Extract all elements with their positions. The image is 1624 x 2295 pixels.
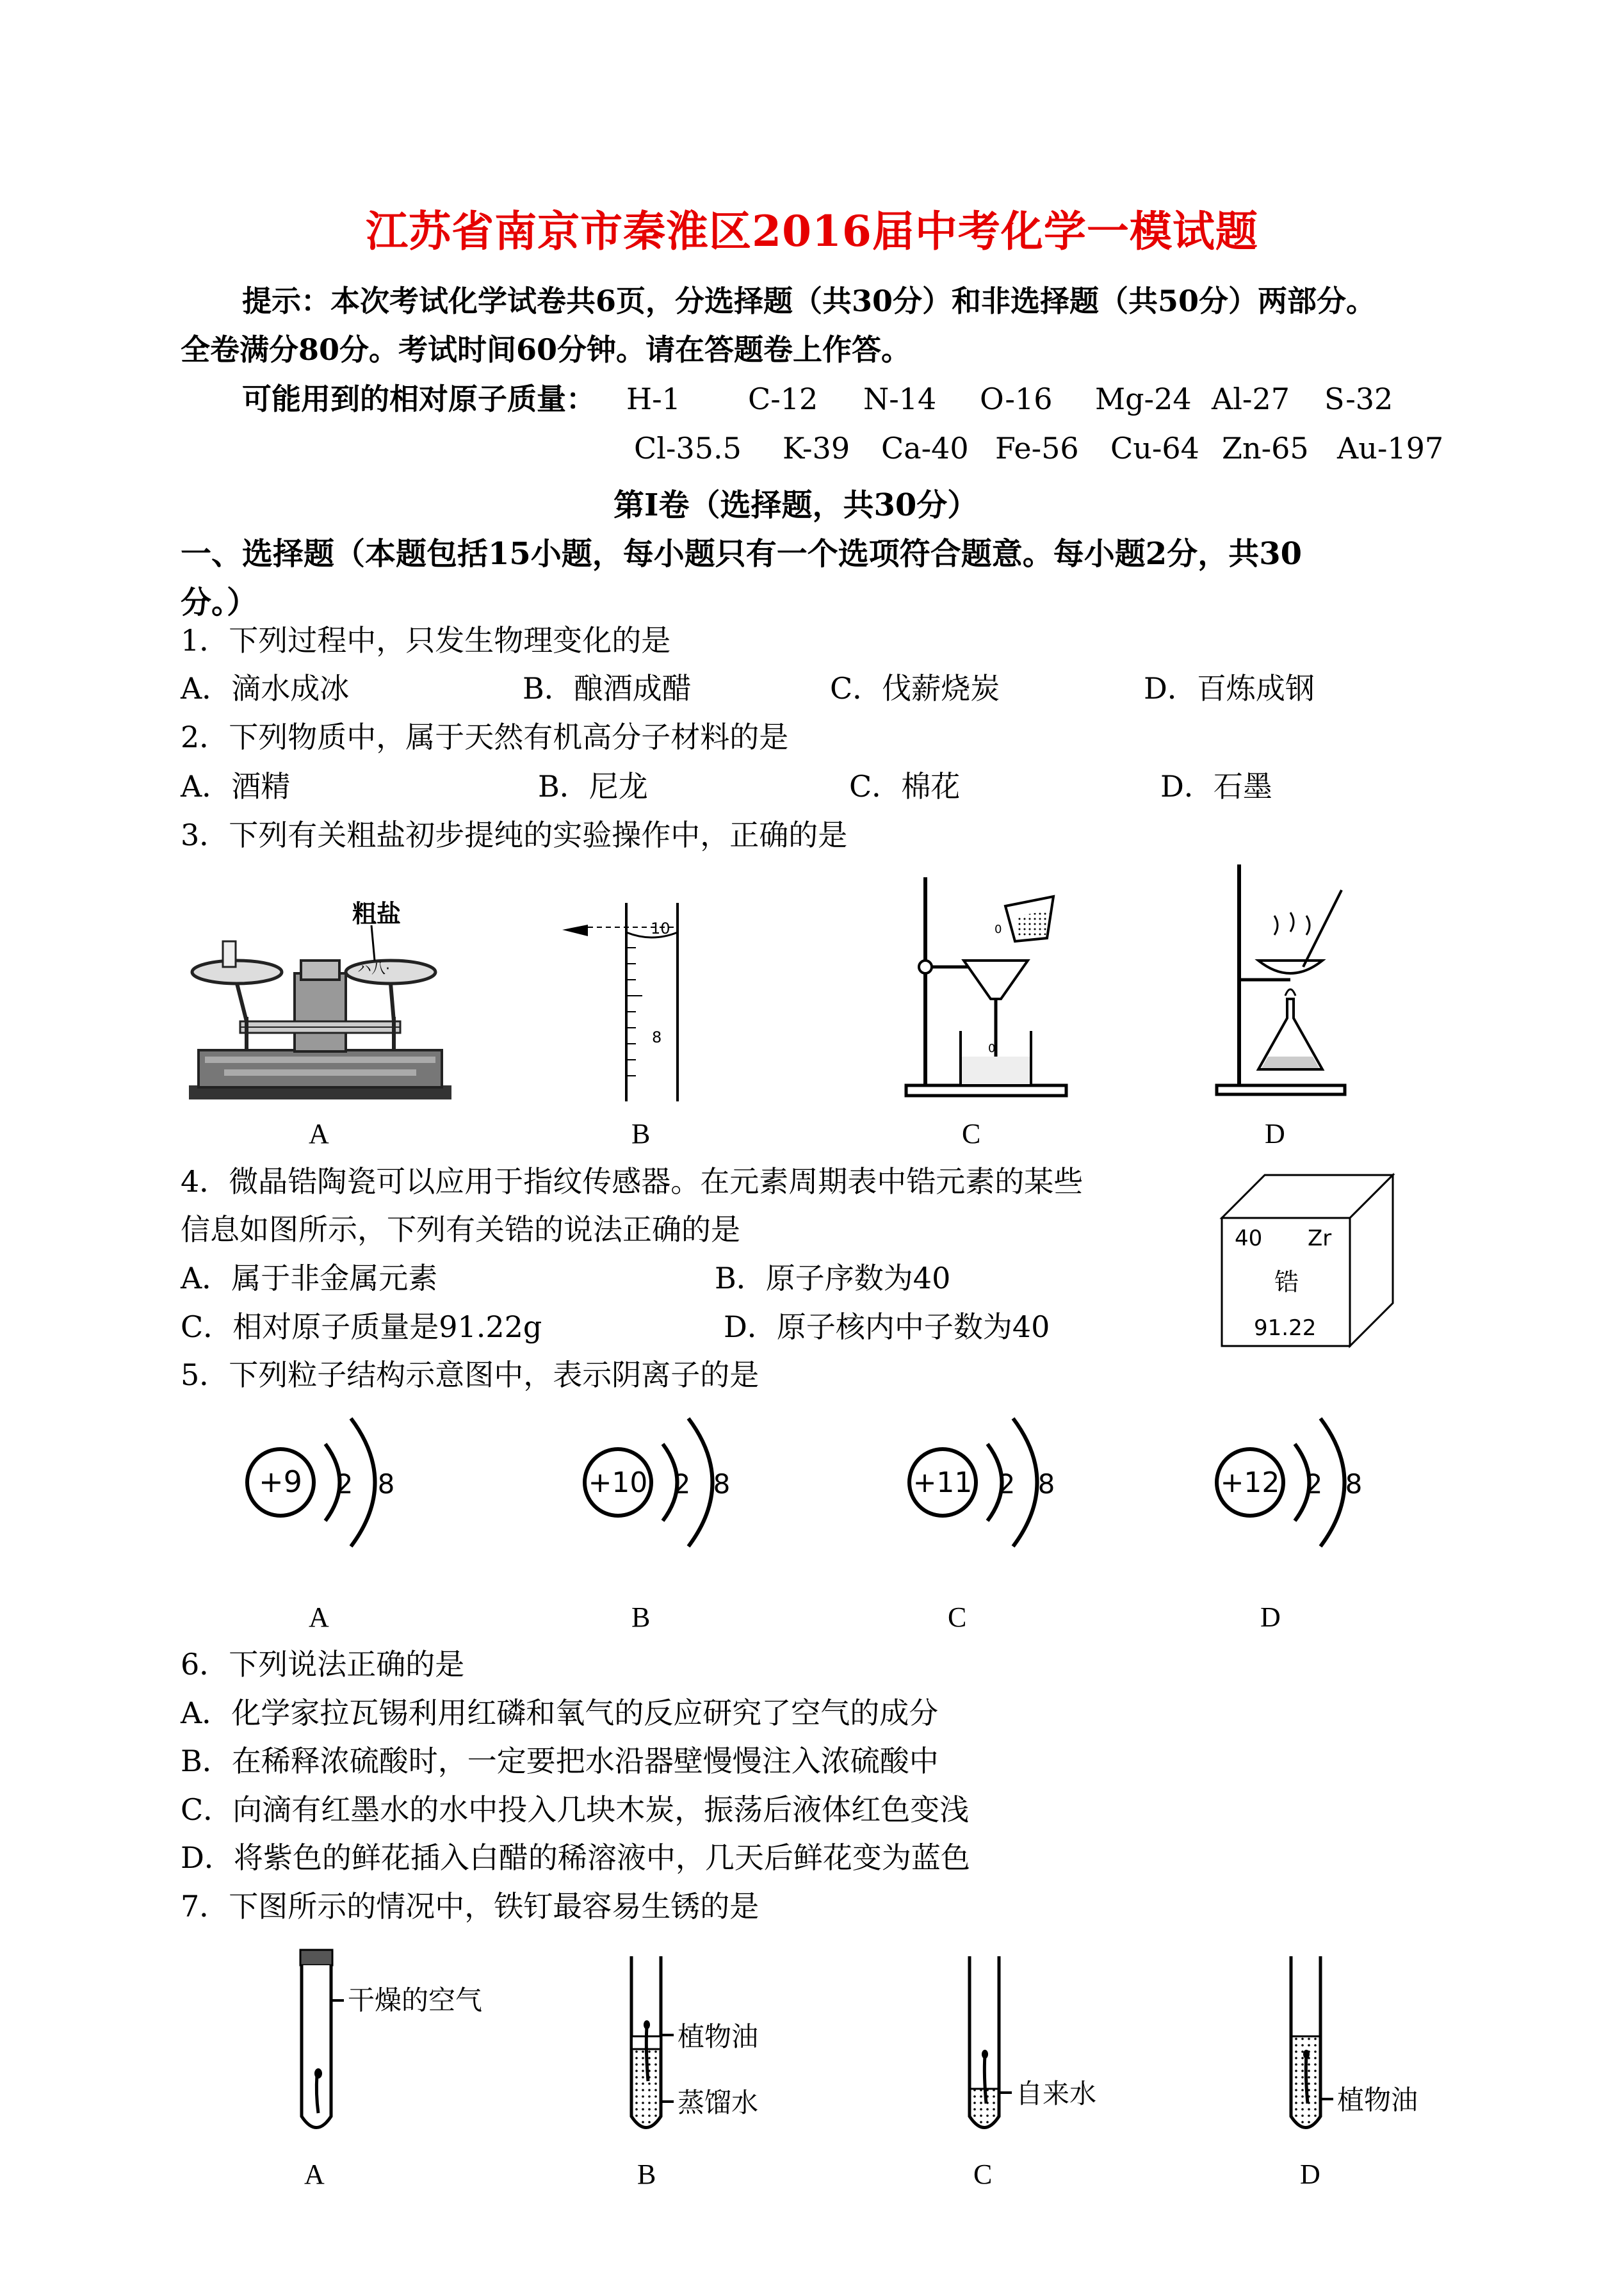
- mass-item: Cl-35.5: [634, 431, 742, 466]
- svg-text:0: 0: [988, 1042, 996, 1055]
- atom-diagram-d: [1212, 1409, 1372, 1556]
- atomic-masses-label: 可能用到的相对原子质量：: [242, 382, 596, 416]
- q6-option-b: B．在稀释浓硫酸时，一定要把水沿器壁慢慢注入浓硫酸中: [181, 1744, 939, 1778]
- label-vegetable-oil: 植物油: [678, 2021, 759, 2052]
- element-mass: 91.22: [1254, 1315, 1317, 1341]
- q7-fig-b-label: B: [637, 2159, 656, 2190]
- svg-text:2: 2: [336, 1468, 353, 1500]
- q3-fig-d-label: D: [1265, 1118, 1285, 1149]
- atom-diagram-b: [580, 1409, 740, 1556]
- svg-text:8: 8: [377, 1468, 395, 1500]
- q7-stem: 7．下图所示的情况中，铁钉最容易生锈的是: [181, 1889, 759, 1924]
- mass-item: Ca-40: [881, 431, 969, 466]
- svg-text:ハ八·: ハ八·: [357, 961, 390, 977]
- q7-fig-d-label: D: [1300, 2159, 1320, 2190]
- section-heading-line-1: 一、选择题（本题包括15小题，每小题只有一个选项符合题意。每小题2分，共30: [181, 536, 1302, 572]
- svg-text:2: 2: [998, 1468, 1016, 1500]
- evaporation-figure: [1214, 858, 1367, 1101]
- svg-text:0: 0: [995, 923, 1002, 936]
- q3-stem: 3．下列有关粗盐初步提纯的实验操作中，正确的是: [181, 818, 848, 852]
- svg-text:8: 8: [713, 1468, 731, 1500]
- balance-figure: [186, 896, 455, 1108]
- q5-stem: 5．下列粒子结构示意图中，表示阴离子的是: [181, 1358, 759, 1392]
- mass-item: Al-27: [1212, 382, 1290, 416]
- q1-option-b: B．酿酒成醋: [523, 671, 692, 706]
- q2-option-b: B．尼龙: [538, 769, 648, 804]
- q2-option-c: C．棉花: [849, 769, 961, 804]
- q4-stem-line-1: 4．微晶锆陶瓷可以应用于指纹传感器。在元素周期表中锆元素的某些: [181, 1164, 1084, 1199]
- q7-fig-a-label: A: [304, 2159, 325, 2190]
- q4-option-c: C．相对原子质量是91.22g: [181, 1310, 542, 1344]
- mass-item: H-1: [626, 382, 681, 416]
- q4-stem-line-2: 信息如图所示，下列有关锆的说法正确的是: [181, 1212, 740, 1247]
- q5-fig-d-label: D: [1260, 1602, 1281, 1633]
- q6-stem: 6．下列说法正确的是: [181, 1647, 465, 1682]
- svg-text:2: 2: [673, 1468, 691, 1500]
- svg-text:8: 8: [1345, 1468, 1363, 1500]
- element-tile-zirconium: [1217, 1172, 1409, 1364]
- q5-fig-b-label: B: [631, 1602, 651, 1633]
- page-title: 江苏省南京市秦淮区2016届中考化学一模试题: [366, 206, 1258, 256]
- mass-item: Cu-64: [1110, 431, 1199, 466]
- q4-option-a: A．属于非金属元素: [181, 1261, 438, 1295]
- q1-option-a: A．滴水成冰: [181, 671, 350, 706]
- svg-text:+10: +10: [588, 1466, 648, 1499]
- q6-option-d: D．将紫色的鲜花插入白醋的稀溶液中，几天后鲜花变为蓝色: [181, 1840, 970, 1875]
- part-title: 第Ⅰ卷（选择题，共30分）: [613, 487, 978, 523]
- test-tube-tap-water: [966, 1953, 1158, 2145]
- test-tube-vegetable-oil: [1287, 1953, 1479, 2145]
- atom-diagram-c: [904, 1409, 1064, 1556]
- element-name: 锆: [1274, 1268, 1299, 1296]
- mass-item: O-16: [980, 382, 1053, 416]
- svg-text:+12: +12: [1220, 1466, 1280, 1499]
- q4-option-b: B．原子序数为40: [715, 1261, 951, 1295]
- mass-item: Fe-56: [995, 431, 1079, 466]
- element-symbol: Zr: [1308, 1226, 1332, 1251]
- q1-option-d: D．百炼成钢: [1144, 671, 1315, 706]
- label-vegetable-oil-d: 植物油: [1337, 2084, 1418, 2116]
- filtration-figure: [900, 871, 1092, 1101]
- q2-option-a: A．酒精: [181, 769, 291, 804]
- q3-fig-b-label: B: [631, 1118, 651, 1149]
- svg-text:8: 8: [1037, 1468, 1055, 1500]
- q6-option-c: C．向滴有红墨水的水中投入几块木炭，振荡后液体红色变浅: [181, 1792, 970, 1827]
- q1-stem: 1．下列过程中，只发生物理变化的是: [181, 623, 671, 658]
- mass-item: Zn-65: [1222, 431, 1309, 466]
- q5-fig-c-label: C: [948, 1602, 967, 1633]
- svg-text:2: 2: [1305, 1468, 1323, 1500]
- hint-line-1: 提示：本次考试化学试卷共6页，分选择题（共30分）和非选择题（共50分）两部分。: [242, 284, 1376, 318]
- q5-fig-a-label: A: [309, 1602, 329, 1633]
- label-tap-water: 自来水: [1016, 2078, 1097, 2109]
- cylinder-mark-8: 8: [652, 1028, 662, 1046]
- mass-item: Mg-24: [1095, 382, 1192, 416]
- mass-item: S-32: [1324, 382, 1393, 416]
- graduated-cylinder-figure: [556, 903, 703, 1101]
- test-tube-oil-water: [628, 1953, 820, 2145]
- q3-fig-a-label: A: [309, 1118, 329, 1149]
- cylinder-mark-10: 10: [651, 920, 670, 937]
- q7-fig-c-label: C: [973, 2159, 993, 2190]
- q2-option-d: D．石墨: [1160, 769, 1272, 804]
- q2-stem: 2．下列物质中，属于天然有机高分子材料的是: [181, 720, 789, 754]
- label-distilled-water: 蒸馏水: [678, 2087, 759, 2118]
- element-number: 40: [1235, 1226, 1263, 1251]
- q1-option-c: C．伐薪烧炭: [830, 671, 1000, 706]
- test-tube-dry-air: [291, 1947, 548, 2145]
- mass-item: Au-197: [1337, 431, 1444, 466]
- atom-diagram-a: [242, 1409, 402, 1556]
- svg-text:+9: +9: [259, 1464, 302, 1499]
- hint-line-2: 全卷满分80分。考试时间60分钟。请在答题卷上作答。: [181, 332, 911, 367]
- q3-fig-c-label: C: [962, 1118, 981, 1149]
- q6-option-a: A．化学家拉瓦锡利用红磷和氧气的反应研究了空气的成分: [181, 1696, 939, 1730]
- svg-text:+11: +11: [913, 1466, 973, 1499]
- mass-item: C-12: [748, 382, 818, 416]
- mass-item: N-14: [863, 382, 937, 416]
- mass-item: K-39: [783, 431, 850, 466]
- q4-option-d: D．原子核内中子数为40: [724, 1310, 1050, 1344]
- salt-label: 粗盐: [352, 900, 402, 928]
- section-heading-line-2: 分。）: [181, 585, 258, 620]
- label-dry-air: 干燥的空气: [348, 1984, 483, 2016]
